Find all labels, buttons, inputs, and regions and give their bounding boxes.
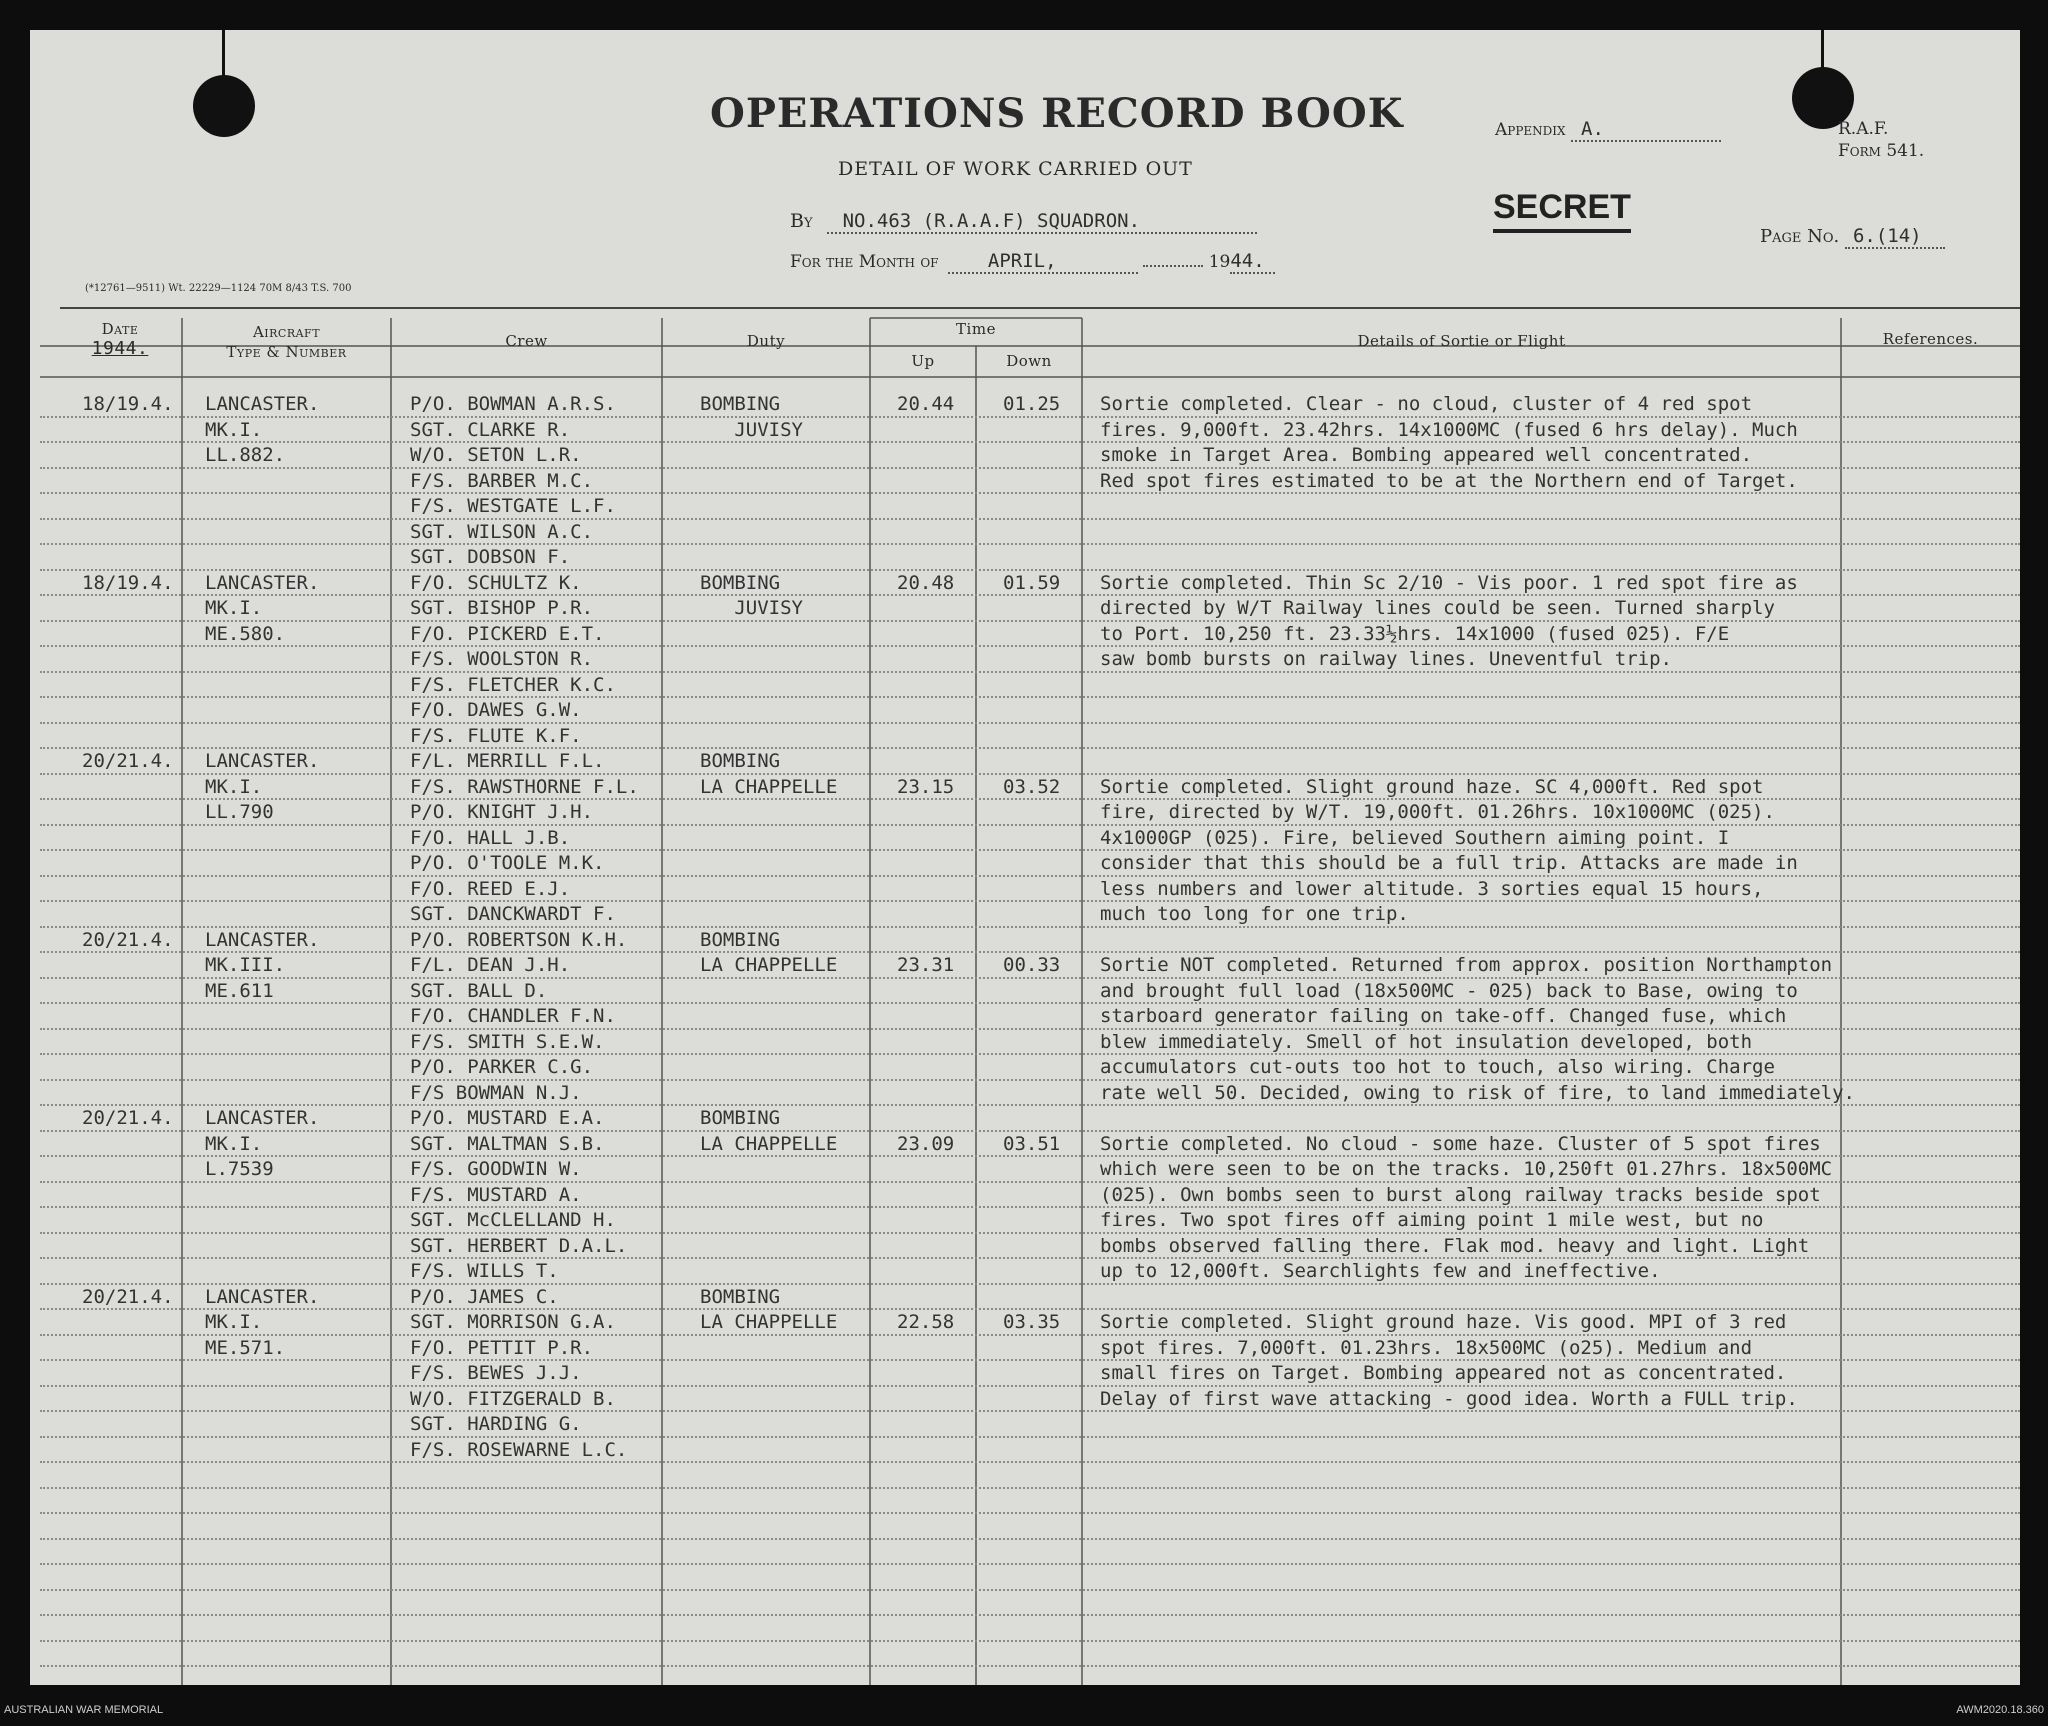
entry-aircraft-line: LANCASTER. (205, 928, 320, 951)
entry-time-down-line: 01.59 (1003, 571, 1061, 594)
entry-crew-line: F/S. RAWSTHORNE F.L. (410, 775, 639, 798)
entry-details (1100, 775, 1798, 928)
entry-aircraft-line: ME.611 (205, 979, 274, 1002)
entry-duty-line: BOMBING (700, 393, 781, 415)
entry-aircraft (205, 1106, 319, 1183)
entry-crew (410, 1285, 627, 1464)
entry-crew-line: F/S. BARBER M.C. (410, 469, 594, 492)
entry-crew-line: SGT. McCLELLAND H. (410, 1209, 616, 1231)
footer-left: AUSTRALIAN WAR MEMORIAL (4, 1704, 164, 1716)
entry-duty-line: BOMBING (700, 928, 781, 951)
entry-aircraft-line: ME.580. (205, 622, 286, 645)
entry-aircraft-line: LANCASTER. (205, 1285, 320, 1308)
entry-aircraft-line: MK.III. (205, 954, 286, 976)
ruled-line (40, 1563, 2020, 1565)
entry-crew-line: P/O. JAMES C. (410, 1285, 559, 1308)
entry-aircraft-line: LANCASTER. (205, 750, 320, 772)
entry-time-up-line: 22.58 (897, 1311, 955, 1333)
entry-crew-line: F/O. CHANDLER F.N. (410, 1005, 616, 1027)
entry-crew (410, 1106, 627, 1285)
entry-details-line: fires. Two spot fires off aiming point 1 mile west, but no (1100, 1209, 1764, 1231)
entry-details-line: Sortie completed. Slight ground haze. SC 4,000ft. Red spot (1100, 775, 1764, 798)
month-value: APRIL, (987, 250, 1057, 272)
entry-duty-line: BOMBING (700, 1285, 781, 1308)
squadron-value: NO.463 (R.A.A.F) SQUADRON. (842, 210, 1141, 232)
record-sheet (30, 30, 2020, 1685)
entry-details (1100, 571, 1798, 673)
entry-details-line: Red spot fires estimated to be at the Northern end of Target. (1100, 469, 1798, 492)
entry-duty (700, 392, 803, 443)
entry-crew-line: F/O. SCHULTZ K. (410, 571, 582, 594)
entry-aircraft (205, 392, 319, 469)
entry-duty-line: BOMBING (700, 1107, 781, 1129)
entry-crew-line: F/L. DEAN J.H. (410, 954, 571, 976)
entry-details-line: starboard generator failing on take-off. Changed fuse, which (1100, 1005, 1787, 1027)
entry-time-up (897, 775, 954, 801)
entry-details-line: up to 12,000ft. Searchlights few and ineffective. (1100, 1260, 1661, 1282)
year-prefix: 19 (1208, 252, 1231, 272)
entry-details-line: spot fires. 7,000ft. 01.23hrs. 18x500MC (o25). Medium and (1100, 1336, 1753, 1359)
entry-details-line: rate well 50. Decided, owing to risk of fire, to land immediately. (1100, 1081, 1855, 1104)
entry-details-line: saw bomb bursts on railway lines. Uneventful trip. (1100, 648, 1672, 670)
entry-duty (700, 571, 803, 622)
ruled-line (40, 722, 2020, 724)
entry-details-line: directed by W/T Railway lines could be seen. Turned sharply (1100, 597, 1775, 619)
ruled-line (40, 1461, 2020, 1463)
entry-aircraft-line: LL.790 (205, 801, 274, 823)
entry-crew-line: F/O. PICKERD E.T. (410, 622, 605, 645)
entry-time-down-line: 03.52 (1003, 775, 1061, 798)
entry-crew-line: F/S. WILLS T. (410, 1260, 559, 1282)
entry-crew-line: F/O. HALL J.B. (410, 826, 571, 849)
entry-crew-line: P/O. MUSTARD E.A. (410, 1107, 605, 1129)
ruled-line (40, 1436, 2020, 1438)
entry-aircraft-line: LANCASTER. (205, 571, 320, 594)
ruled-line (40, 543, 2020, 545)
entry-crew-line: F/S. SMITH S.E.W. (410, 1030, 605, 1053)
ruled-line (40, 1538, 2020, 1540)
entry-details-line: much too long for one trip. (1100, 903, 1409, 925)
appendix-value: A. (1581, 118, 1604, 140)
col-up-header: Up (911, 352, 935, 370)
entry-details-line: Sortie NOT completed. Returned from approx. position Northampton (1100, 954, 1833, 976)
entry-details-line: which were seen to be on the tracks. 10,250ft 01.27hrs. 18x500MC (1100, 1158, 1833, 1180)
entry-time-down-line: 03.35 (1003, 1311, 1061, 1333)
entry-time-up-line: 20.44 (897, 393, 955, 415)
entry-date (82, 571, 174, 597)
entry-aircraft (205, 1285, 319, 1362)
month-label: For the Month of (790, 252, 939, 272)
entry-crew-line: F/O. PETTIT P.R. (410, 1336, 594, 1359)
page-label: Page No. (1760, 226, 1840, 247)
page-title: OPERATIONS RECORD BOOK (710, 90, 1404, 137)
entry-details (1100, 1132, 1832, 1285)
entry-details-line: fires. 9,000ft. 23.42hrs. 14x1000MC (fused 6 hrs delay). Much (1100, 418, 1798, 441)
entry-duty-line: BOMBING (700, 750, 781, 772)
entry-aircraft-line: LANCASTER. (205, 393, 320, 415)
entry-aircraft-line: LL.882. (205, 444, 286, 466)
entry-crew-line: SGT. DOBSON F. (410, 546, 571, 568)
entry-aircraft-line: MK.I. (205, 1311, 263, 1333)
entry-time-down (1003, 1310, 1060, 1336)
entry-crew (410, 749, 639, 928)
entry-details-line: (025). Own bombs seen to burst along railway tracks beside spot (1100, 1183, 1821, 1206)
entry-crew-line: F/S. ROSEWARNE L.C. (410, 1438, 628, 1461)
entry-date (82, 392, 174, 418)
entry-time-up (897, 392, 954, 418)
year-value: 44. (1230, 250, 1265, 272)
entry-time-up (897, 1132, 954, 1158)
entry-time-up-line: 23.31 (897, 954, 955, 976)
entry-duty (700, 928, 837, 979)
page-value: 6.(14) (1852, 225, 1922, 247)
entry-crew-line: SGT. BALL D. (410, 979, 548, 1002)
col-time-header: Time (956, 320, 996, 338)
entry-details-line: Sortie completed. No cloud - some haze. Cluster of 5 spot fires (1100, 1132, 1821, 1155)
entry-crew-line: F/S. FLETCHER K.C. (410, 673, 616, 696)
form-label: Form 541. (1838, 141, 1925, 161)
entry-details-line: less numbers and lower altitude. 3 sorties equal 15 hours, (1100, 877, 1764, 900)
entry-duty-line: LA CHAPPELLE (700, 1311, 838, 1333)
entry-time-down (1003, 953, 1060, 979)
entry-crew-line: W/O. FITZGERALD B. (410, 1387, 616, 1410)
entry-time-down-line: 01.25 (1003, 393, 1061, 415)
entry-crew-line: SGT. MORRISON G.A. (410, 1311, 616, 1333)
entry-date-line: 18/19.4. (82, 393, 174, 415)
entry-time-up (897, 953, 954, 979)
entry-crew-line: P/O. BOWMAN A.R.S. (410, 393, 616, 415)
entry-details (1100, 392, 1798, 494)
entry-details (1100, 953, 1855, 1106)
entry-details-line: small fires on Target. Bombing appeared not as concentrated. (1100, 1362, 1787, 1384)
entry-details (1100, 1310, 1798, 1412)
entry-crew-line: F/S BOWMAN N.J. (410, 1081, 582, 1104)
entry-details-line: Sortie completed. Clear - no cloud, cluster of 4 red spot (1100, 393, 1753, 415)
entry-details-line: to Port. 10,250 ft. 23.33½hrs. 14x1000 (fused 025). F/E (1100, 622, 1730, 645)
entry-duty-line: LA CHAPPELLE (700, 1132, 838, 1155)
ruled-line (40, 747, 2020, 749)
entry-aircraft-line: MK.I. (205, 775, 263, 798)
col-crew-header: Crew (505, 332, 548, 350)
entry-crew-line: P/O. KNIGHT J.H. (410, 801, 594, 823)
ruled-line (40, 1589, 2020, 1591)
ruled-line (40, 1614, 2020, 1616)
entry-date (82, 928, 174, 954)
entry-duty-line: JUVISY (700, 597, 803, 619)
entry-crew-line: SGT. BISHOP P.R. (410, 597, 594, 619)
entry-details-line: Sortie completed. Thin Sc 2/10 - Vis poor. 1 red spot fire as (1100, 571, 1798, 594)
entry-duty (700, 749, 837, 800)
entry-time-up-line: 20.48 (897, 571, 955, 594)
ruled-line (40, 1640, 2020, 1642)
ruled-line (40, 696, 2020, 698)
entry-crew-line: SGT. WILSON A.C. (410, 520, 594, 543)
entry-details-line: Sortie completed. Slight ground haze. Vis good. MPI of 3 red (1100, 1311, 1787, 1333)
entry-crew-line: F/O. REED E.J. (410, 877, 571, 900)
appendix-label: Appendix (1495, 120, 1566, 140)
entry-crew-line: F/O. DAWES G.W. (410, 699, 582, 721)
entry-crew (410, 392, 616, 571)
entry-time-down-line: 03.51 (1003, 1132, 1061, 1155)
col-duty-header: Duty (746, 332, 786, 350)
entry-time-down (1003, 775, 1060, 801)
entry-crew-line: P/O. PARKER C.G. (410, 1056, 594, 1078)
entry-duty-line: JUVISY (700, 418, 803, 441)
entry-crew-line: SGT. MALTMAN S.B. (410, 1132, 605, 1155)
entry-time-up (897, 1310, 954, 1336)
entry-time-down (1003, 392, 1060, 418)
entry-time-up-line: 23.09 (897, 1132, 955, 1155)
entry-crew (410, 571, 616, 750)
entry-crew (410, 928, 627, 1107)
entry-duty (700, 1285, 837, 1336)
date-year: 1944. (91, 338, 149, 359)
entry-crew-line: P/O. O'TOOLE M.K. (410, 852, 605, 874)
entry-time-down-line: 00.33 (1003, 954, 1061, 976)
ruled-line (40, 1512, 2020, 1514)
entry-crew-line: SGT. CLARKE R. (410, 418, 571, 441)
by-label: By (790, 210, 813, 232)
entry-date-line: 20/21.4. (82, 750, 174, 772)
col-aircraft-header: Aircraft Type & Number (226, 323, 347, 361)
entry-crew-line: SGT. DANCKWARDT F. (410, 903, 616, 925)
entry-date (82, 749, 174, 775)
entry-details-line: Delay of first wave attacking - good idea. Worth a FULL trip. (1100, 1387, 1798, 1410)
entry-details-line: bombs observed falling there. Flak mod. heavy and light. Light (1100, 1234, 1810, 1257)
entry-date-line: 20/21.4. (82, 1285, 174, 1308)
entry-time-down (1003, 571, 1060, 597)
col-down-header: Down (1006, 352, 1052, 370)
entry-duty-line: LA CHAPPELLE (700, 954, 838, 976)
entry-duty (700, 1106, 837, 1157)
entry-crew-line: F/S. WOOLSTON R. (410, 648, 594, 670)
entry-details-line: and brought full load (18x500MC - 025) back to Base, owing to (1100, 979, 1798, 1002)
entry-aircraft-line: MK.I. (205, 418, 263, 441)
entry-date (82, 1106, 174, 1132)
col-date-header: Date 1944. (60, 310, 180, 359)
entry-date-line: 20/21.4. (82, 928, 174, 951)
entry-details-line: consider that this should be a full trip. Attacks are made in (1100, 852, 1798, 874)
footer-right: AWM2020.18.360 (1956, 1704, 2044, 1716)
entry-crew-line: F/S. WESTGATE L.F. (410, 495, 616, 517)
entry-crew-line: F/S. BEWES J.J. (410, 1362, 582, 1384)
entry-crew-line: SGT. HERBERT D.A.L. (410, 1234, 628, 1257)
entry-aircraft (205, 571, 319, 648)
entry-date-line: 18/19.4. (82, 571, 174, 594)
entry-crew-line: F/S. FLUTE K.F. (410, 724, 582, 747)
print-code: (*12761—9511) Wt. 22229—1124 70M 8/43 T.S. 700 (85, 283, 352, 294)
col-references-header: References. (1882, 330, 1979, 348)
entry-duty-line: LA CHAPPELLE (700, 775, 838, 798)
ruled-line (40, 1665, 2020, 1667)
entry-details-line: fire, directed by W/T. 19,000ft. 01.26hrs. 10x1000MC (025). (1100, 801, 1775, 823)
entry-aircraft-line: ME.571. (205, 1336, 286, 1359)
entry-time-up (897, 571, 954, 597)
entry-aircraft-line: L.7539 (205, 1158, 274, 1180)
entry-aircraft-line: MK.I. (205, 1132, 263, 1155)
entry-crew-line: SGT. HARDING G. (410, 1413, 582, 1435)
raf-label: R.A.F. (1838, 119, 1889, 139)
entry-aircraft-line: LANCASTER. (205, 1107, 320, 1129)
entry-crew-line: F/S. MUSTARD A. (410, 1183, 582, 1206)
ruled-line (40, 518, 2020, 520)
ruled-line (40, 1487, 2020, 1489)
page-subtitle: DETAIL OF WORK CARRIED OUT (838, 158, 1193, 180)
entry-crew-line: W/O. SETON L.R. (410, 444, 582, 466)
entry-details-line: blew immediately. Smell of hot insulation developed, both (1100, 1030, 1753, 1053)
entry-details-line: smoke in Target Area. Bombing appeared well concentrated. (1100, 444, 1753, 466)
entry-time-up-line: 23.15 (897, 775, 955, 798)
secret-stamp: SECRET (1493, 188, 1631, 233)
entry-aircraft-line: MK.I. (205, 597, 263, 619)
entry-crew-line: F/L. MERRILL F.L. (410, 750, 605, 772)
entry-date-line: 20/21.4. (82, 1107, 174, 1129)
entry-details-line: accumulators cut-outs too hot to touch, also wiring. Charge (1100, 1056, 1775, 1078)
entry-duty-line: BOMBING (700, 571, 781, 594)
entry-date (82, 1285, 174, 1311)
col-details-header: Details of Sortie or Flight (1357, 332, 1566, 350)
entry-crew-line: F/S. GOODWIN W. (410, 1158, 582, 1180)
entry-crew-line: P/O. ROBERTSON K.H. (410, 928, 628, 951)
entry-aircraft (205, 928, 319, 1005)
entry-time-down (1003, 1132, 1060, 1158)
entry-aircraft (205, 749, 319, 826)
entry-details-line: 4x1000GP (025). Fire, believed Southern aiming point. I (1100, 826, 1730, 849)
